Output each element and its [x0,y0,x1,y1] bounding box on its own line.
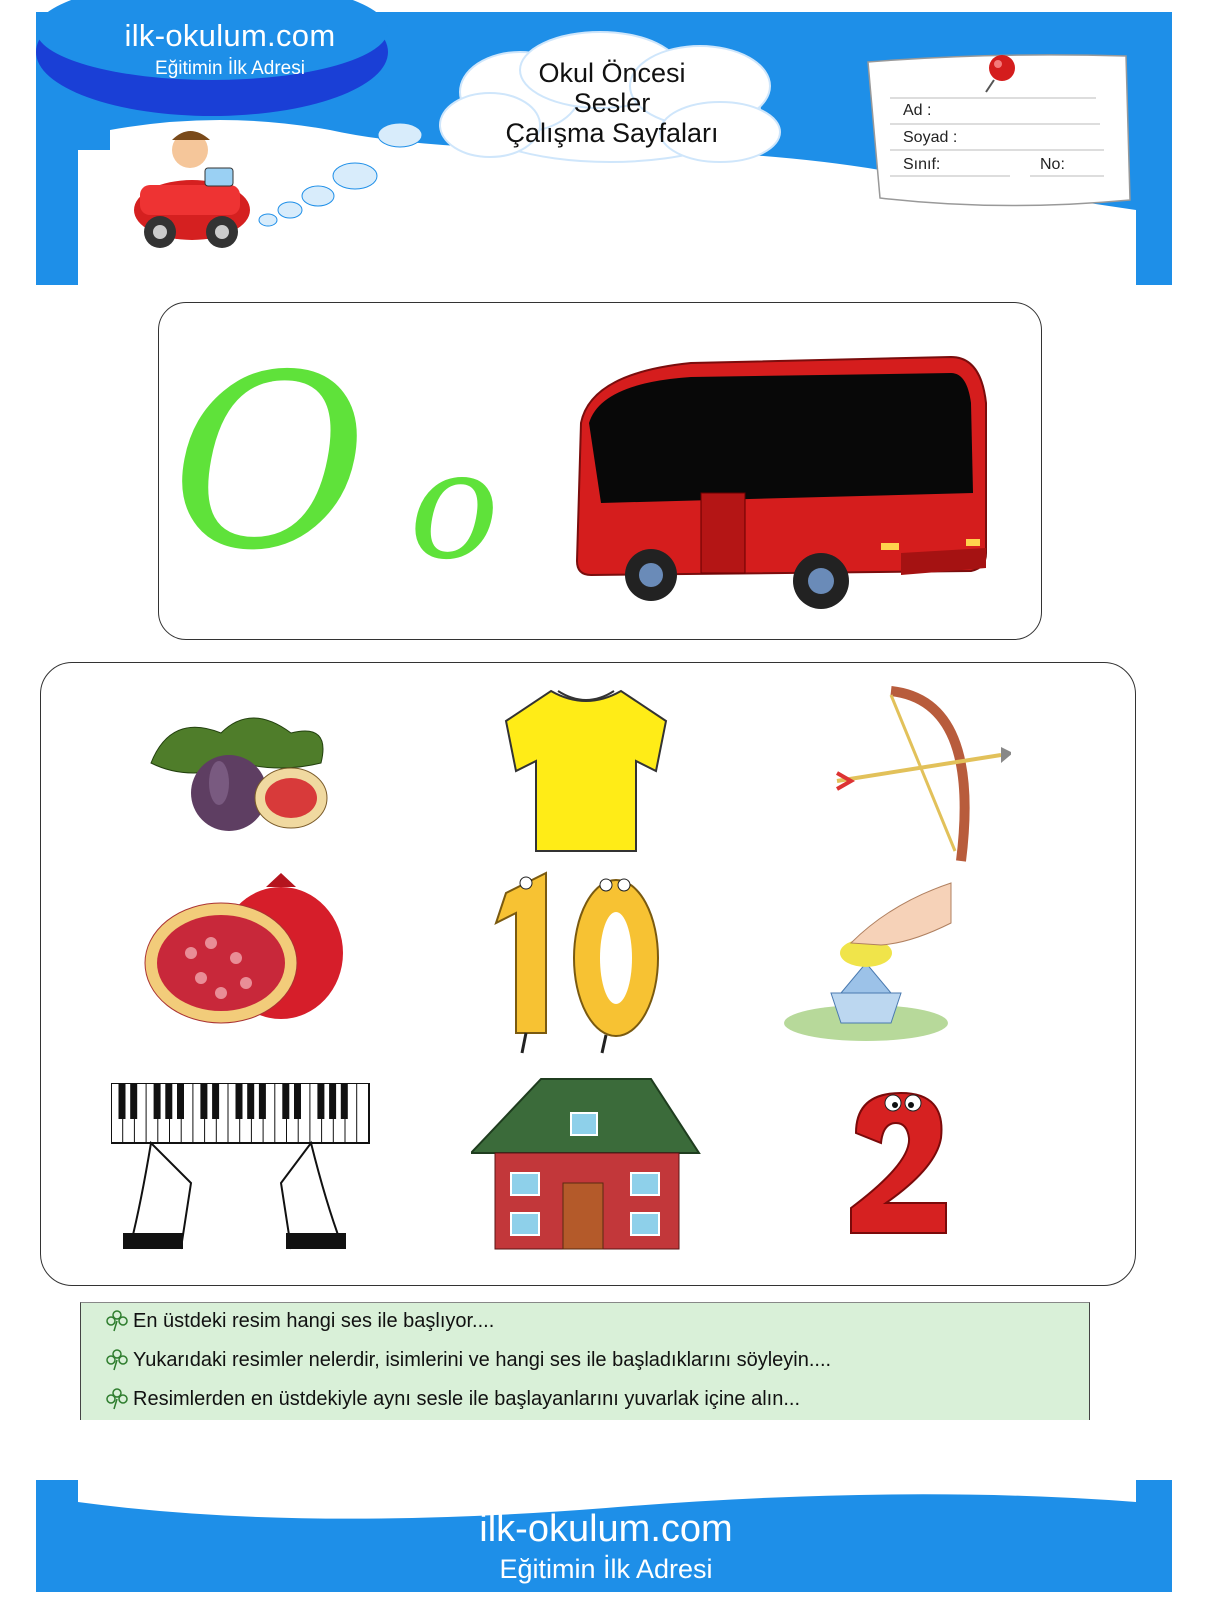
pictures-card [40,662,1136,1286]
piano-black-key [317,1083,324,1119]
worksheet-title-line3: Çalışma Sayfaları [505,118,719,148]
instruction-item [105,1309,494,1333]
clover-bullet-icon [105,1348,129,1372]
number-ten-image [466,863,686,1063]
footer-site-subtitle: Eğitimin İlk Adresi [499,1554,713,1584]
name-label: Ad : [903,102,932,119]
piano-black-key [200,1083,207,1119]
pomegranate-image [141,873,351,1033]
class-label: Sınıf: [903,156,941,173]
piano-image [111,1083,371,1253]
piano-black-key [177,1083,184,1119]
clover-bullet-icon [105,1387,129,1411]
site-title: ilk-okulum.com [124,18,336,53]
instruction-text: Yukarıdaki resimler nelerdir, isimlerini ve hangi ses ile başladıklarını söyleyin.... [133,1348,832,1371]
piano-black-key [130,1083,137,1119]
fig-image [141,703,341,833]
worksheet-title-line2: Sesler [573,88,651,118]
bus-image [571,343,1011,613]
number-label: No: [1040,156,1065,173]
clover-bullet-icon [105,1309,129,1333]
site-subtitle: Eğitimin İlk Adresi [155,58,305,79]
piano-black-key [294,1083,301,1119]
footer-site-title: ilk-okulum.com [479,1508,733,1550]
car-illustration [134,131,250,248]
uppercase-letter: O [171,323,368,603]
piano-black-key [329,1083,336,1119]
piano-black-key [154,1083,161,1119]
worksheet-header [0,0,1212,290]
instruction-item [105,1348,831,1372]
letter-card [158,302,1042,640]
piano-black-key [259,1083,266,1119]
instructions-box [80,1302,1090,1420]
bow-and-arrow-image [831,681,1011,871]
instruction-item [105,1387,800,1411]
lowercase-letter: o [409,419,500,593]
piano-black-key [341,1083,348,1119]
surname-label: Soyad : [903,129,958,146]
t-shirt-image [496,681,676,861]
piano-black-key [212,1083,219,1119]
piano-black-key [236,1083,243,1119]
lemon-squeezer-image [781,873,961,1043]
house-image [471,1073,701,1253]
piano-black-key [119,1083,126,1119]
piano-black-key [247,1083,254,1119]
piano-black-key [282,1083,289,1119]
instruction-text: En üstdeki resim hangi ses ile başlıyor.... [133,1309,495,1332]
worksheet-title-line1: Okul Öncesi [538,58,686,88]
number-two-image [841,1083,961,1243]
piano-black-key [165,1083,172,1119]
instruction-text: Resimlerden en üstdekiyle aynı sesle ile başlayanlarını yuvarlak içine alın... [133,1387,801,1410]
